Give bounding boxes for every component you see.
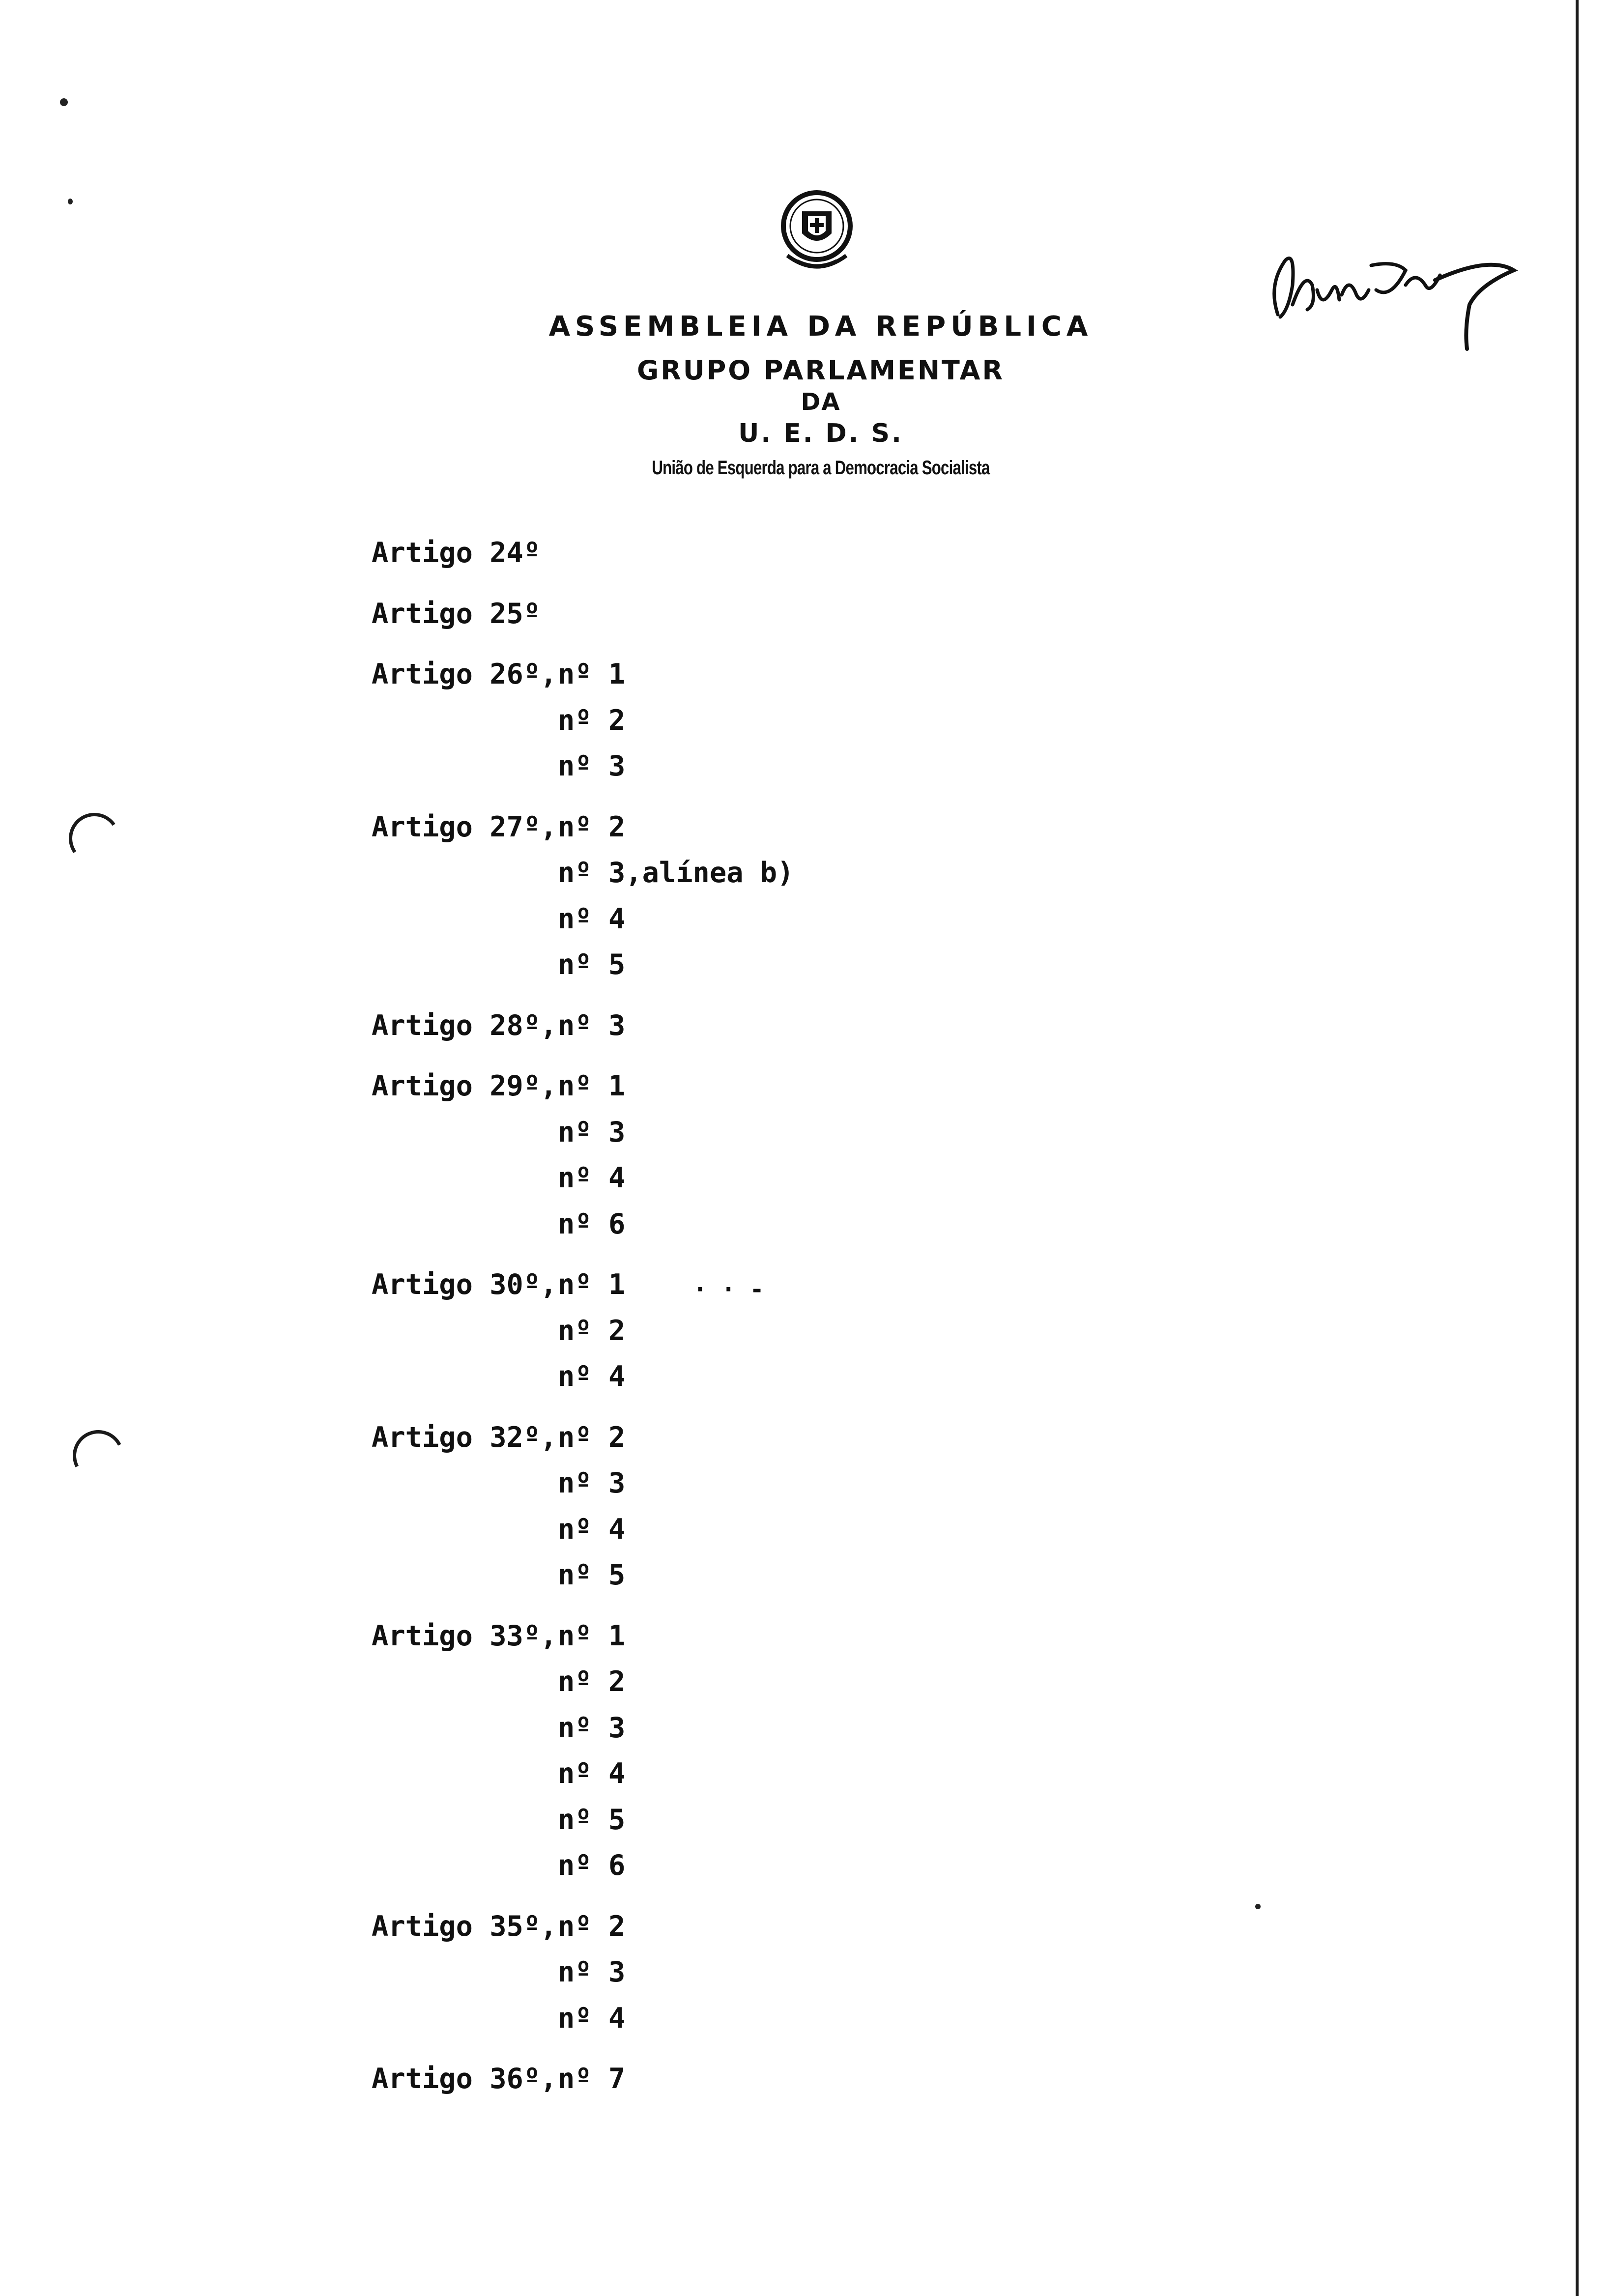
article-label: Artigo 35º, bbox=[372, 1910, 557, 1943]
article-number-label: nº 3 bbox=[558, 1711, 626, 1744]
article-number-label: nº 2 bbox=[558, 1910, 626, 1943]
article-number-label: nº 3 bbox=[558, 1116, 626, 1148]
article-number-label: nº 2 bbox=[558, 1314, 626, 1347]
stray-marks: · · - bbox=[693, 1276, 764, 1303]
article-label: Artigo 29º, bbox=[372, 1070, 557, 1102]
article-number-label: nº 3 bbox=[558, 750, 626, 782]
article-label: Artigo 27º, bbox=[372, 810, 557, 843]
article-label: Artigo 28º, bbox=[372, 1009, 557, 1042]
article-number-label: nº 2 bbox=[558, 704, 626, 737]
article-number-label: nº 5 bbox=[558, 1803, 626, 1836]
letterhead-preposition: DA bbox=[801, 388, 841, 416]
article-number-label: nº 4 bbox=[558, 1757, 626, 1790]
article-label: Artigo 26º, bbox=[372, 658, 557, 690]
letterhead-assembly-name: ASSEMBLEIA DA REPÚBLICA bbox=[548, 311, 1093, 343]
article-number-label: nº 1 bbox=[558, 1619, 626, 1652]
article-label: Artigo 30º, bbox=[372, 1268, 557, 1301]
article-number-label: nº 3 bbox=[558, 1956, 626, 1988]
article-label: Artigo 32º, bbox=[372, 1421, 557, 1454]
article-number-label: nº 4 bbox=[558, 1162, 626, 1194]
article-number-label: nº 4 bbox=[558, 2002, 626, 2035]
letterhead-group-name: GRUPO PARLAMENTAR bbox=[636, 355, 1005, 386]
article-number-label: nº 3 bbox=[558, 1467, 626, 1499]
article-number-label: nº 4 bbox=[558, 902, 626, 935]
article-number-label: nº 2 bbox=[558, 1665, 626, 1698]
article-number-label: nº 6 bbox=[558, 1849, 626, 1882]
article-number-label: nº 4 bbox=[558, 1513, 626, 1546]
article-number-label: nº 5 bbox=[558, 948, 626, 981]
article-number-label: nº 4 bbox=[558, 1360, 626, 1393]
letterhead-party-acronym: U. E. D. S. bbox=[738, 419, 903, 448]
article-number-label: nº 3,alínea b) bbox=[558, 857, 794, 889]
article-number-label: nº 1 bbox=[558, 1268, 626, 1301]
article-number-label: nº 1 bbox=[558, 658, 626, 690]
article-label: Artigo 33º, bbox=[372, 1619, 557, 1652]
article-number-label: nº 2 bbox=[558, 810, 626, 843]
article-label: Artigo 25º bbox=[372, 597, 541, 630]
article-number-label: nº 2 bbox=[558, 1421, 626, 1454]
article-number-label: nº 7 bbox=[558, 2063, 626, 2095]
article-label: Artigo 24º bbox=[372, 537, 541, 569]
article-label: Artigo 36º, bbox=[372, 2063, 557, 2095]
article-number-label: nº 1 bbox=[558, 1070, 626, 1102]
article-number-label: nº 6 bbox=[558, 1207, 626, 1240]
letterhead-party-full-name: União de Esquerda para a Democracia Socialista bbox=[652, 457, 990, 479]
article-number-label: nº 3 bbox=[558, 1009, 626, 1042]
article-number-label: nº 5 bbox=[558, 1559, 626, 1591]
